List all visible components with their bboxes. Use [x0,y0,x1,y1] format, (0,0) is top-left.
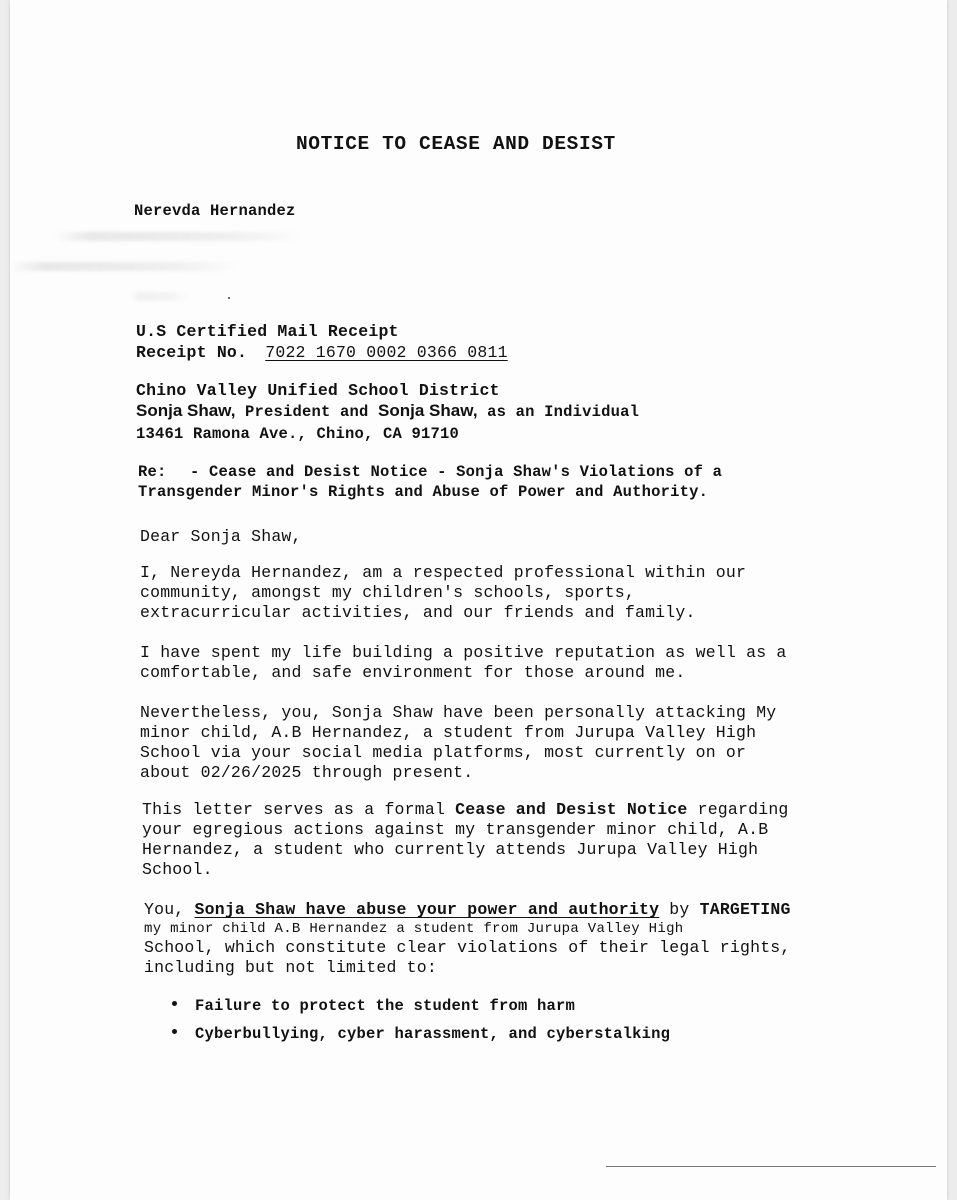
paragraph-line: my minor child A.B Hernandez a student from Jurupa Valley High [144,921,684,937]
bullet-item [172,1024,670,1044]
recipient-name-1: Sonja Shaw, [136,401,236,420]
re-label: Re: [138,463,167,481]
redacted-address-line-1 [54,232,304,241]
p4-bold: Cease and Desist Notice [455,800,688,819]
receipt-number: 7022 1670 0002 0366 0811 [265,343,508,362]
p4-post: regarding [687,800,789,819]
p5-bold: TARGETING [699,900,791,919]
paragraph-1 [140,563,746,623]
speck-mark [228,297,230,299]
paragraph-line: minor child, A.B Hernandez, a student from Jurupa Valley High [140,723,757,742]
paragraph-line: your egregious actions against my transgender minor child, A.B [142,820,769,839]
recipient-address: 13461 Ramona Ave., Chino, CA 91710 [136,425,460,443]
paragraph-3 [140,703,776,783]
paragraph-5 [144,900,791,978]
mail-label: U.S Certified Mail Receipt [136,322,399,341]
recipient-name-line [136,401,639,422]
salutation: Dear Sonja Shaw, [140,527,302,546]
sender-name: Nerevda Hernandez [134,202,296,220]
document-title: NOTICE TO CEASE AND DESIST [296,133,616,155]
paragraph-line: community, amongst my children's schools, sports, [140,583,635,602]
bullet-dot-icon [172,1029,177,1034]
redacted-address-line-3 [130,292,190,301]
recipient-org: Chino Valley Unified School District [136,381,500,400]
paragraph-line: Hernandez, a student who currently attends Jurupa Valley High [142,840,759,859]
re-text-1: - Cease and Desist Notice - Sonja Shaw's Violations of a [190,463,723,481]
paragraph-line: extracurricular activities, and our friends and family. [140,603,696,622]
bullet-item [172,996,575,1016]
re-line-2: Transgender Minor's Rights and Abuse of Power and Authority. [138,483,709,501]
re-line-1 [138,462,722,482]
paragraph-line [144,900,791,920]
paragraph-line: I, Nereyda Hernandez, am a respected professional within our [140,563,747,582]
paragraph-line: comfortable, and safe environment for those around me. [140,663,686,682]
receipt-label: Receipt No. [136,343,248,362]
p5-mid: by [659,900,700,919]
paragraph-line: School, which constitute clear violations of their legal rights, [144,938,791,957]
p5-underlined: Sonja Shaw have abuse your power and authority [194,900,660,919]
paragraph-line: School. [142,860,213,879]
paragraph-line: including but not limited to: [144,958,437,977]
paragraph-line [142,800,789,820]
recipient-title-2: as an Individual [477,403,640,421]
paragraph-line: I have spent my life building a positive reputation as well as a [140,643,787,662]
paragraph-line: about 02/26/2025 through present. [140,763,474,782]
letter-page [10,0,947,1200]
paragraph-line: Nevertheless, you, Sonja Shaw have been personally attacking My [140,703,777,722]
paragraph-line: School via your social media platforms, most currently on or [140,743,747,762]
bullet-text: Cyberbullying, cyber harassment, and cyberstalking [195,1025,671,1043]
p4-pre: This letter serves as a formal [142,800,456,819]
bullet-dot-icon [172,1001,177,1006]
p5-pre: You, [144,900,195,919]
recipient-name-2: Sonja Shaw, [378,401,478,420]
recipient-title-1: President and [235,403,379,421]
redacted-address-line-2 [10,262,240,271]
footer-rule [606,1166,936,1167]
bullet-text: Failure to protect the student from harm [195,997,576,1015]
receipt-row [136,343,508,363]
paragraph-4 [142,800,789,880]
paragraph-2 [140,643,787,683]
